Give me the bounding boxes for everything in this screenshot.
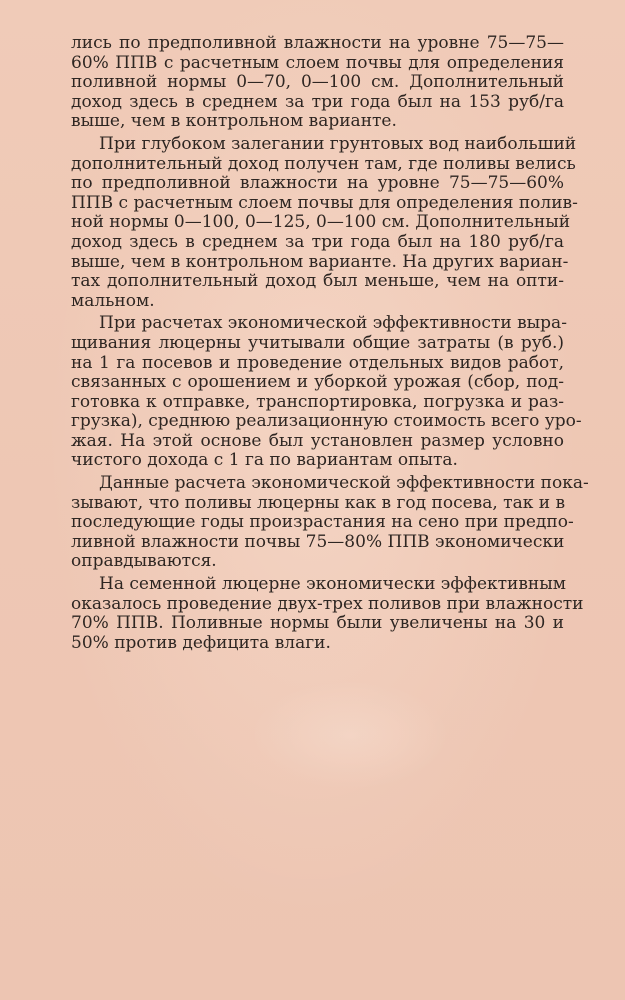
text-line: оказалось проведение двух-трех поливов при влажности xyxy=(71,593,584,614)
text-line: мальном. xyxy=(71,290,155,311)
paragraph xyxy=(71,133,578,311)
text-line: ной нормы 0—100, 0—125, 0—100 см. Дополнительный xyxy=(71,212,571,233)
text-line: чистого дохода с 1 га по вариантам опыта. xyxy=(71,450,458,471)
body-text xyxy=(71,33,589,653)
paragraph xyxy=(71,34,564,132)
text-line: дополнительный доход получен там, где поливы велись xyxy=(71,153,576,174)
text-line: лись по предполивной влажности на уровне 75—75— xyxy=(71,33,564,53)
text-line: щивания люцерны учитывали общие затраты (в руб.) xyxy=(71,332,564,353)
text-line: зывают, что поливы люцерны как в год посева, так и в xyxy=(71,492,566,513)
text-line: грузка), среднюю реализационную стоимость всего уро- xyxy=(71,411,582,432)
paper-stain xyxy=(250,680,450,790)
text-line: связанных с орошением и уборкой урожая (сбор, под- xyxy=(71,372,564,393)
text-line: доход здесь в среднем за три года был на 180 руб/га xyxy=(71,231,564,252)
text-line: 70% ППВ. Поливные нормы были увеличены на 30 и xyxy=(71,613,564,634)
text-line: 60% ППВ с расчетным слоем почвы для определения xyxy=(71,52,564,73)
text-line: выше, чем в контрольном варианте. xyxy=(71,111,397,132)
text-line: поливной нормы 0—70, 0—100 см. Дополнительный xyxy=(71,72,564,93)
text-line: На семенной люцерне экономически эффективным xyxy=(99,574,567,595)
paragraph xyxy=(71,574,584,653)
text-line: жая. На этой основе был установлен размер условно xyxy=(71,430,564,451)
paragraph xyxy=(71,313,582,471)
text-line: доход здесь в среднем за три года был на 153 руб/га xyxy=(71,91,564,112)
text-line: ливной влажности почвы 75—80% ППВ экономически xyxy=(71,531,565,552)
text-line: ППВ с расчетным слоем почвы для определения полив- xyxy=(71,192,578,213)
text-line: последующие годы произрастания на сено при предпо- xyxy=(71,512,574,533)
text-line: 50% против дефицита влаги. xyxy=(71,632,331,653)
text-line: выше, чем в контрольном варианте. На других вариан- xyxy=(71,251,569,272)
text-line: При расчетах экономической эффективности выра- xyxy=(99,313,567,334)
paragraph xyxy=(71,473,589,572)
text-line: оправдываются. xyxy=(71,551,217,572)
text-line: При глубоком залегании грунтовых вод наибольший xyxy=(99,133,577,154)
text-line: по предполивной влажности на уровне 75—75—60% xyxy=(71,173,564,194)
text-line: Данные расчета экономической эффективности пока- xyxy=(99,473,589,494)
text-line: на 1 га посевов и проведение отдельных видов работ, xyxy=(71,352,564,373)
text-line: готовка к отправке, транспортировка, погрузка и раз- xyxy=(71,391,564,412)
text-line: тах дополнительный доход был меньше, чем на опти- xyxy=(71,271,564,292)
